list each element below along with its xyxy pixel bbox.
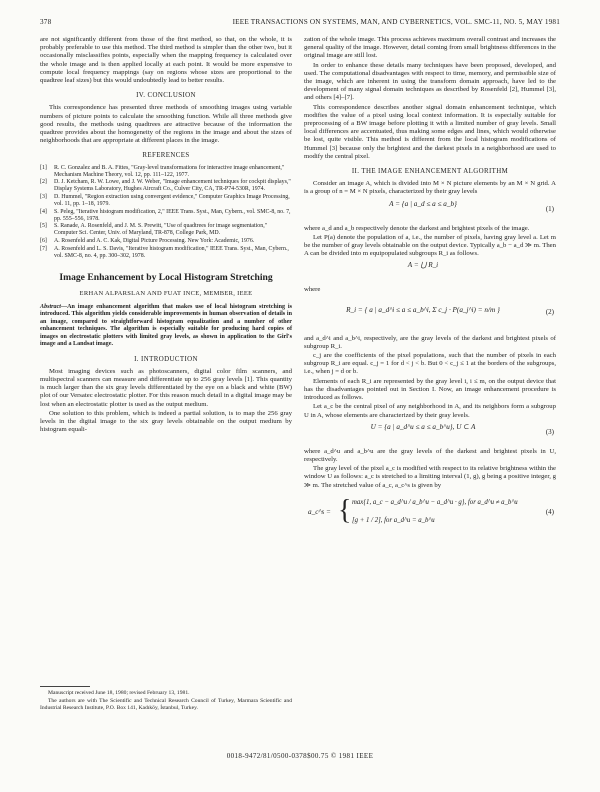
body-paragraph: This correspondence describes another signal domain enhancement technique, which modifies the value of a pixel using local context information. It is especially suitable for preprocessing of a BW image before plotting it with a limited number of gray levels. Small local differences are accentuated, thus making some edges and lines, which would otherwise be lost, quite visible. This method is different from the local histogram modifications of Hummel [3] because only the brightest and the darkest pixels in a neighborhood are used to modify the central pixel. bbox=[304, 103, 556, 160]
introduction-paragraph-2: One solution to this problem, which is indeed a partial solution, is to map the 256 gray levels in the digital image to the six gray levels obtainable on the output medium by histogram equali- bbox=[40, 409, 292, 434]
equation-union bbox=[304, 261, 556, 283]
equation-union-body: A = ⋃ R_i bbox=[407, 261, 439, 270]
equation-4-case-1: max{1, a_c − a_d^u / a_b^u − a_d^u · g}, for a_d^u ≠ a_b^u bbox=[352, 498, 518, 506]
equation-2-number: (2) bbox=[545, 307, 554, 316]
body-paragraph: Elements of each R_i are represented by the gray level i, i ≤ m, on the output device that has the disadvantages pointed out in Section I. Now, an image enhancement procedure is introduced as follows. bbox=[304, 377, 556, 402]
journal-header: IEEE TRANSACTIONS ON SYSTEMS, MAN, AND CYBERNETICS, VOL. SMC-11, NO. 5, MAY 1981 bbox=[232, 18, 560, 26]
equation-3-number: (3) bbox=[545, 427, 554, 436]
equation-4-lhs: a_c^s = bbox=[308, 507, 331, 516]
body-paragraph: where a_d^u and a_b^u are the gray levels of the darkest and brightest pixels in U, respectively. bbox=[304, 447, 556, 463]
equation-4 bbox=[304, 493, 556, 533]
introduction-heading: I. INTRODUCTION bbox=[134, 355, 198, 363]
body-paragraph: Let a_c be the central pixel of any neighborhood in A, and its neighbors form a subgroup U in A, whose elements are characterized by their gray levels. bbox=[304, 403, 556, 419]
equation-1 bbox=[304, 200, 556, 222]
body-paragraph: c_j are the coefficients of the pixel populations, such that the number of pixels in each subgroup R_i are equal. c_j = 1 for d < j < b. But 0 < c_j ≤ 1 at the borders of the subgroups, i.e., when j = d or b. bbox=[304, 352, 556, 376]
running-header bbox=[40, 18, 560, 28]
previous-article-paragraph: are not significantly different from those of the first method, so that, on the whole, it is probably preferable to use this method. The third method is simpler than the other two, but it occasionally misclassifies points, especially when the mapping frequency is calculated over the whole image and is then applied locally at each point. It would be more expensive to compute local frequency mappings (say on regions whose sizes are proportional to the quadtree leaf sizes) but this would undoubtedly lead to better results. bbox=[40, 36, 292, 85]
article-title: Image Enhancement by Local Histogram Stretching bbox=[59, 271, 273, 283]
reference-item: [4] S. Peleg, "Iterative histogram modification, 2," IEEE Trans. Syst., Man, Cybern., vol. SMC-8, no. 7, pp. 555–556, 1978. bbox=[40, 208, 291, 222]
body-paragraph: Let P(a) denote the population of a, i.e., the number of pixels, having gray level a. Let m be the number of gray levels obtainable on the output device. Typically a_b − a_d ≫ m. Then A can be divided into m equipopulated subgroups R_i as follows. bbox=[304, 233, 556, 258]
abstract-label: Abstract— bbox=[40, 304, 68, 311]
introduction-paragraph-1: Most imaging devices such as photoscanners, digital color film scanners, and multispectral scanners can measure and differentiate up to 256 gray levels [1]. This quantity is much larger than the six gray levels differentiated by the eye on a black and white (BW) plot of our Versatec electrostatic plotter. For this reason much detail in a digital image may be lost when an electrostatic plotter is used as the output medium. bbox=[40, 367, 292, 408]
references-heading: REFERENCES bbox=[142, 152, 190, 160]
body-paragraph: zation of the whole image. This process achieves maximum overall contrast and increases the general quality of the image. However, detail coming from small brightness differences in the original image are still lost. bbox=[304, 36, 556, 60]
article-authors: ERHAN ALPARSLAN AND FUAT INCE, MEMBER, IEEE bbox=[79, 289, 253, 297]
equation-2 bbox=[304, 298, 556, 332]
equation-3 bbox=[304, 423, 556, 445]
footnote bbox=[40, 686, 292, 712]
reference-item: [6] A. Rosenfeld and A. C. Kak, Digital Picture Processing. New York: Academic, 1976. bbox=[40, 238, 255, 245]
equation-4-number: (4) bbox=[545, 507, 554, 516]
equation-3-body: U = {a | a_d^u ≤ a ≤ a_b^u}, U ⊂ A bbox=[370, 422, 476, 431]
right-column bbox=[304, 36, 556, 536]
equation-4-case-2: [g + 1 / 2], for a_d^u = a_b^u bbox=[352, 516, 435, 524]
body-paragraph: In order to enhance these details many techniques have been proposed, developed, and used. The computational disadvantages with respect to time, memory, and permissible size of the image, which are inherent in using the transform domain approach, have led to the development of many signal domain techniques as described by Rosenfeld [2], Hummel [3], and others [4]–[7]. bbox=[304, 61, 556, 102]
body-paragraph: and a_d^i and a_b^i, respectively, are the gray levels of the darkest and brightest pixels of subgroup R_i. bbox=[304, 334, 556, 350]
footnote-received: Manuscript received June 18, 1980; revised February 13, 1981. bbox=[48, 690, 190, 696]
body-paragraph: Consider an image A, which is divided into M × N picture elements by an M × N grid. A is a group of n = M × N pixels, characterized by their gray levels bbox=[304, 180, 556, 196]
body-paragraph: where a_d and a_b respectively denote the darkest and brightest pixels of the image. bbox=[304, 224, 530, 232]
reference-item: [3] D. Hummel, "Region extraction using convergent evidence," Computer Graphics Image Processing, vol. 11, pp. 1–18, 1979. bbox=[40, 194, 290, 208]
equation-1-number: (1) bbox=[545, 204, 554, 213]
equation-2-body: R_i = { a | a_d^i ≤ a ≤ a_b^i, Σ c_j · P(a_j^i) = n/m } bbox=[346, 305, 500, 314]
conclusion-heading: IV. CONCLUSION bbox=[136, 92, 196, 100]
reference-item: [5] S. Ranade, A. Rosenfeld, and J. M. S. Prewitt, "Use of quadtrees for image segmentation," Computer Sci. Center, Univ. of Maryland, TR-878, College Park, MD. bbox=[40, 223, 268, 237]
conclusion-paragraph: This correspondence has presented three methods of smoothing images using variable numbers of picture points to calculate the smoothing function. While all three methods give good results, the methods using quadtrees are attractive because of the information the quadtree provides about the homogeneity of the regions in the image and about the sizes of neighborhoods that are appropriate at different places in the image. bbox=[40, 104, 292, 145]
abstract bbox=[40, 304, 292, 348]
where-label: where bbox=[304, 286, 321, 294]
page-number: 378 bbox=[40, 18, 52, 26]
body-paragraph: The gray level of the pixel a_c is modified with respect to its relative brightness within the window U as follows: a_c is stretched to a limiting interval (1, g), g being a positive integer, g ≫ m. The stretched value of a_c, a_c^s is given by bbox=[304, 465, 556, 489]
section-heading-algorithm: II. THE IMAGE ENHANCEMENT ALGORITHM bbox=[351, 168, 509, 176]
abstract-text: An image enhancement algorithm that makes use of local histogram stretching is introduced. This algorithm yields considerable improvements in human observation of details in an image, compared to straightforward histogram equalization and a number of other enhancement techniques. The algorithm is especially suitable for producing hard copies of images on electrostatic plotters with limited gray levels, as shown in application to the Girl's image and a Landsat image. bbox=[40, 304, 292, 348]
reference-item: [1] R. C. Gonzalez and B. A. Fittes, "Gray-level transformations for interactive image enhancement," Mechanism Machine Theory, vol. 12, pp. 111–122, 1977. bbox=[40, 164, 285, 178]
reference-item: [2] D. J. Ketcham, R. W. Lowe, and J. W. Weber, "Image enhancement techniques for cockpit displays," Display Systems Laboratory, Hughes Aircraft Co., Culver City, CA, TR-P74-530R, 1974. bbox=[40, 179, 291, 193]
reference-item: [7] A. Rosenfeld and L. S. Davis, "Iterative histogram modification," IEEE Trans. Syst., Man, Cybern., vol. SMC-8, no. 4, pp. 300–302, 1978. bbox=[40, 245, 289, 259]
reference-list bbox=[40, 165, 292, 260]
left-column bbox=[40, 36, 292, 435]
footnote-rule bbox=[40, 686, 90, 687]
equation-1-body: A = {a | a_d ≤ a ≤ a_b} bbox=[389, 199, 457, 208]
footnote-affiliation: The authors are with The Scientific and Technical Research Council of Turkey, Marmara Scientific and Industrial Research Institute, P.O. Box 141, Kadıköy, İstanbul, Turkey. bbox=[40, 697, 292, 711]
equation-4-brace: { bbox=[338, 494, 352, 526]
copyright-footer: 0018-9472/81/0500-0378$00.75 © 1981 IEEE bbox=[226, 752, 374, 760]
